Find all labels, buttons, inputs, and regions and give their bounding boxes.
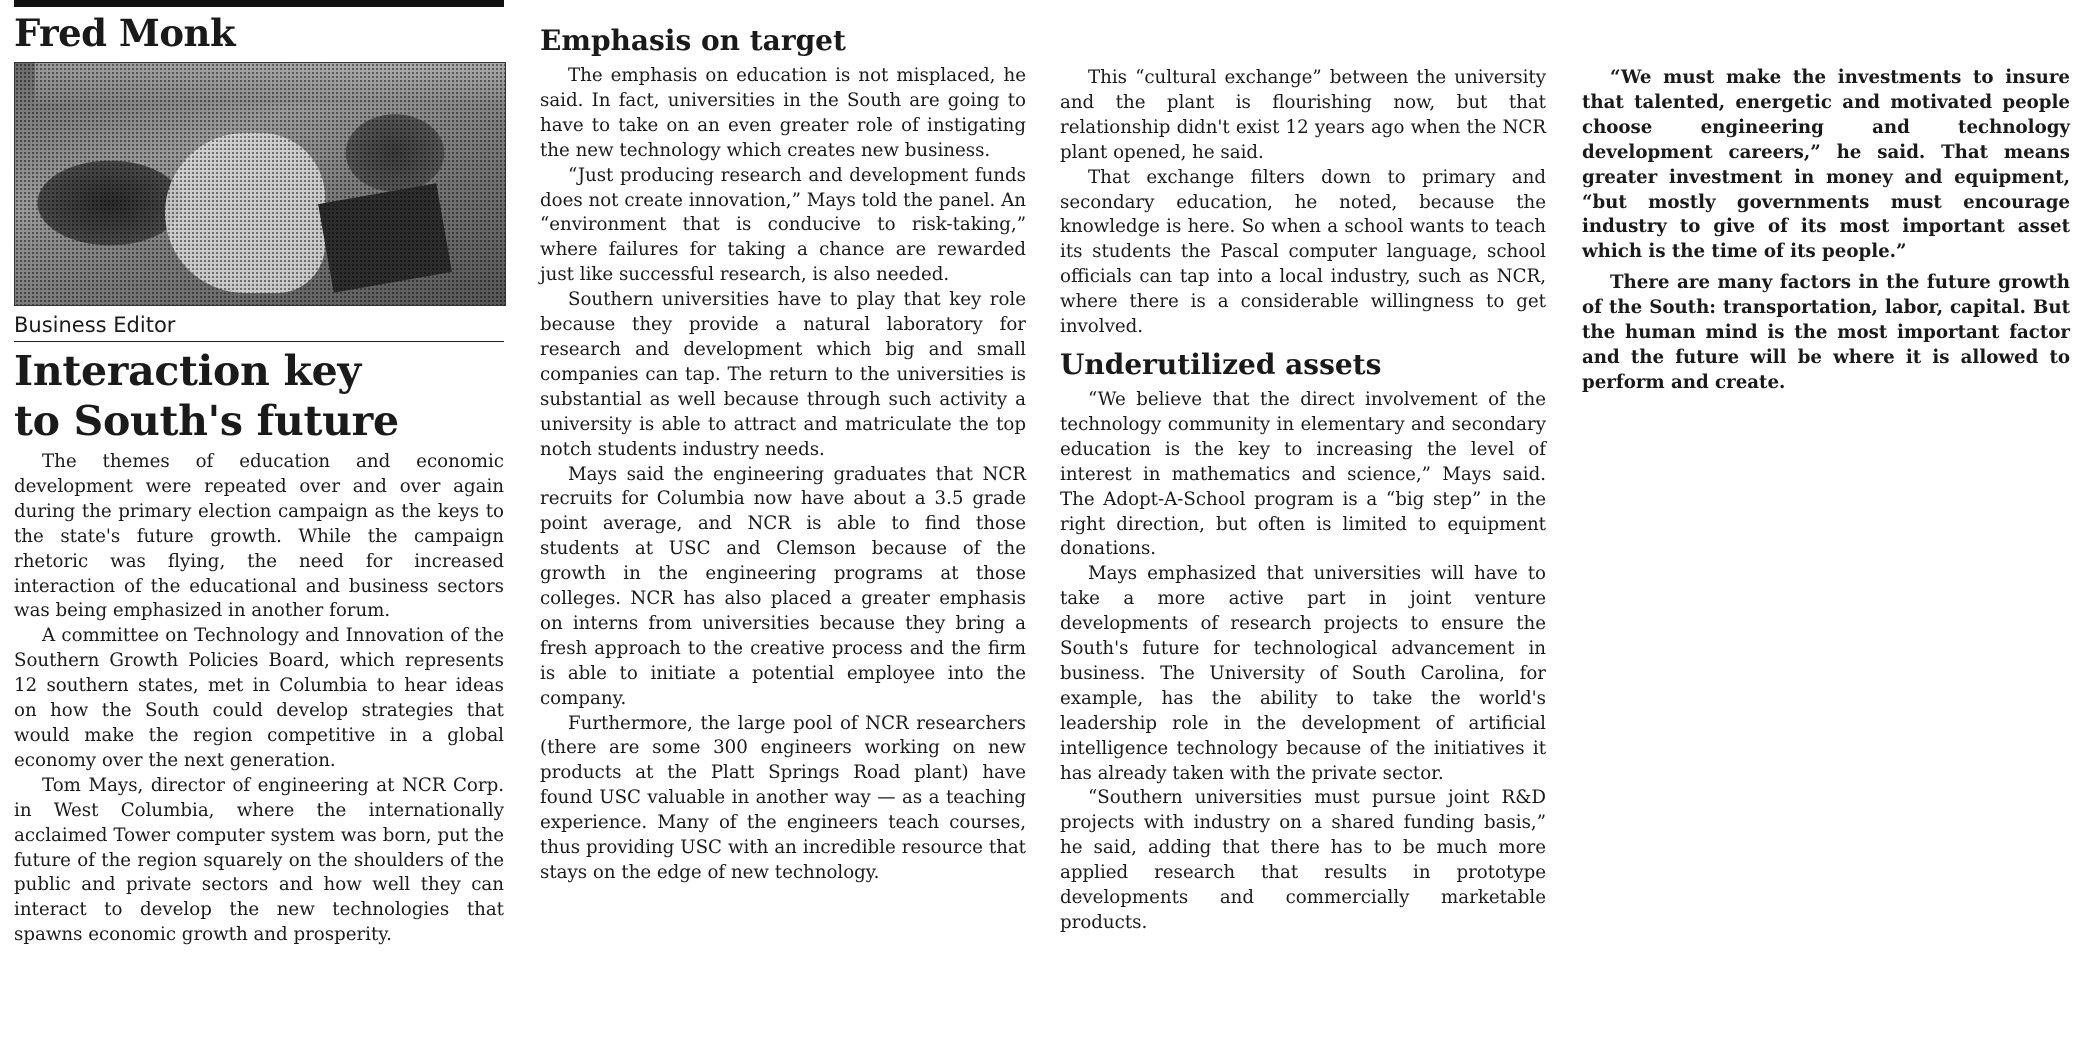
- byline-role: Business Editor: [14, 312, 504, 342]
- column-2: [540, 24, 1026, 886]
- paragraph: Southern universities have to play that key role because they provide a natural laboratory for research and development which big and small companies can tap. The return to the universities is substantial as well because through such activity a university is able to attract and matriculate the top notch students industry needs.: [540, 289, 1026, 460]
- top-rule: [14, 0, 504, 7]
- column-1: [14, 0, 504, 948]
- author-photo: [14, 62, 506, 306]
- headline-line-1: Interaction key: [14, 347, 361, 395]
- paragraph: The emphasis on education is not misplaced, he said. In fact, universities in the South are going to have to take on an even greater role of instigating the new technology which creates new business.: [540, 65, 1026, 161]
- paragraph: A committee on Technology and Innovation of the Southern Growth Policies Board, which represents 12 southern states, met in Columbia to hear ideas on how the South could develop strategies that would make the region competitive in a global economy over the next generation.: [14, 625, 504, 771]
- paragraph: Tom Mays, director of engineering at NCR Corp. in West Columbia, where the internationally acclaimed Tower computer system was born, put the future of the region squarely on the shoulders of the public and private sectors and how well they can interact to develop the new technologies that spawns economic growth and prosperity.: [14, 774, 504, 946]
- column-4: [1582, 66, 2070, 396]
- headline-line-2: to South's future: [14, 397, 399, 445]
- column-3: [1060, 66, 1546, 936]
- paragraph: “We believe that the direct involvement of the technology community in elementary and secondary education is the key to increasing the level of interest in mathematics and science,” Mays said. The Adopt-A-School program is a “big step” in the right direction, but often is limited to equipment donations.: [1060, 388, 1546, 560]
- paragraph: That exchange filters down to primary and secondary education, he noted, because the knowledge is here. So when a school wants to teach its students the Pascal computer language, school officials can tap into a local industry, such as NCR, where there is a considerable willingness to get involved.: [1060, 166, 1546, 338]
- paragraph: There are many factors in the future growth of the South: transportation, labor, capital. But the human mind is the most important factor and the future will be where it is allowed to perform and create.: [1582, 272, 2070, 393]
- subheading-emphasis: Emphasis on target: [540, 24, 846, 57]
- paragraph: “We must make the investments to insure that talented, energetic and motivated people choose engineering and technology development careers,” he said. That means greater investment in money and equipment, “but mostly governments must encourage industry to give of its most important asset which is the time of its people.”: [1582, 67, 2070, 263]
- paragraph: Mays said the engineering graduates that NCR recruits for Columbia now have about a 3.5 grade point average, and NCR is able to find those students at USC and Clemson because of the growth in the engineering programs at those colleges. NCR has also placed a greater emphasis on interns from universities because they bring a fresh approach to the creative process and the firm is able to initiate a potential employee into the company.: [540, 463, 1026, 709]
- col1-body: [14, 450, 504, 948]
- paragraph: The themes of education and economic development were repeated over and over again during the primary election campaign as the keys to the state's future growth. While the campaign rhetoric was flying, the need for increased interaction of the educational and business sectors was being emphasized in another forum.: [14, 451, 504, 622]
- headline: [14, 346, 504, 446]
- subheading-underutilized: Underutilized assets: [1060, 347, 1382, 381]
- paragraph: Mays emphasized that universities will have to take a more active part in joint venture developments of research projects to ensure the South's future for technological advancement in business. The University of South Carolina, for example, has the ability to take the world's leadership role in the development of artificial intelligence technology because of the initiatives it has already taken with the private sector.: [1060, 563, 1546, 784]
- paragraph: “Just producing research and development funds does not create innovation,” Mays told the panel. An “environment that is conducive to risk-taking,” where failures for taking a chance are rewarded just like successful research, is also needed.: [540, 164, 1026, 286]
- byline-name: Fred Monk: [14, 11, 236, 55]
- paragraph: “Southern universities must pursue joint R&D projects with industry on a shared funding basis,” he said, adding that there has to be much more applied research that results in prototype developments and commercially marketable products.: [1060, 787, 1546, 933]
- paragraph: This “cultural exchange” between the university and the plant is flourishing now, but that relationship didn't exist 12 years ago when the NCR plant opened, he said.: [1060, 67, 1546, 163]
- paragraph: Furthermore, the large pool of NCR researchers (there are some 300 engineers working on new products at the Platt Springs Road plant) have found USC valuable in another way — as a teaching experience. Many of the engineers teach courses, thus providing USC with an incredible resource that stays on the edge of new technology.: [540, 712, 1026, 883]
